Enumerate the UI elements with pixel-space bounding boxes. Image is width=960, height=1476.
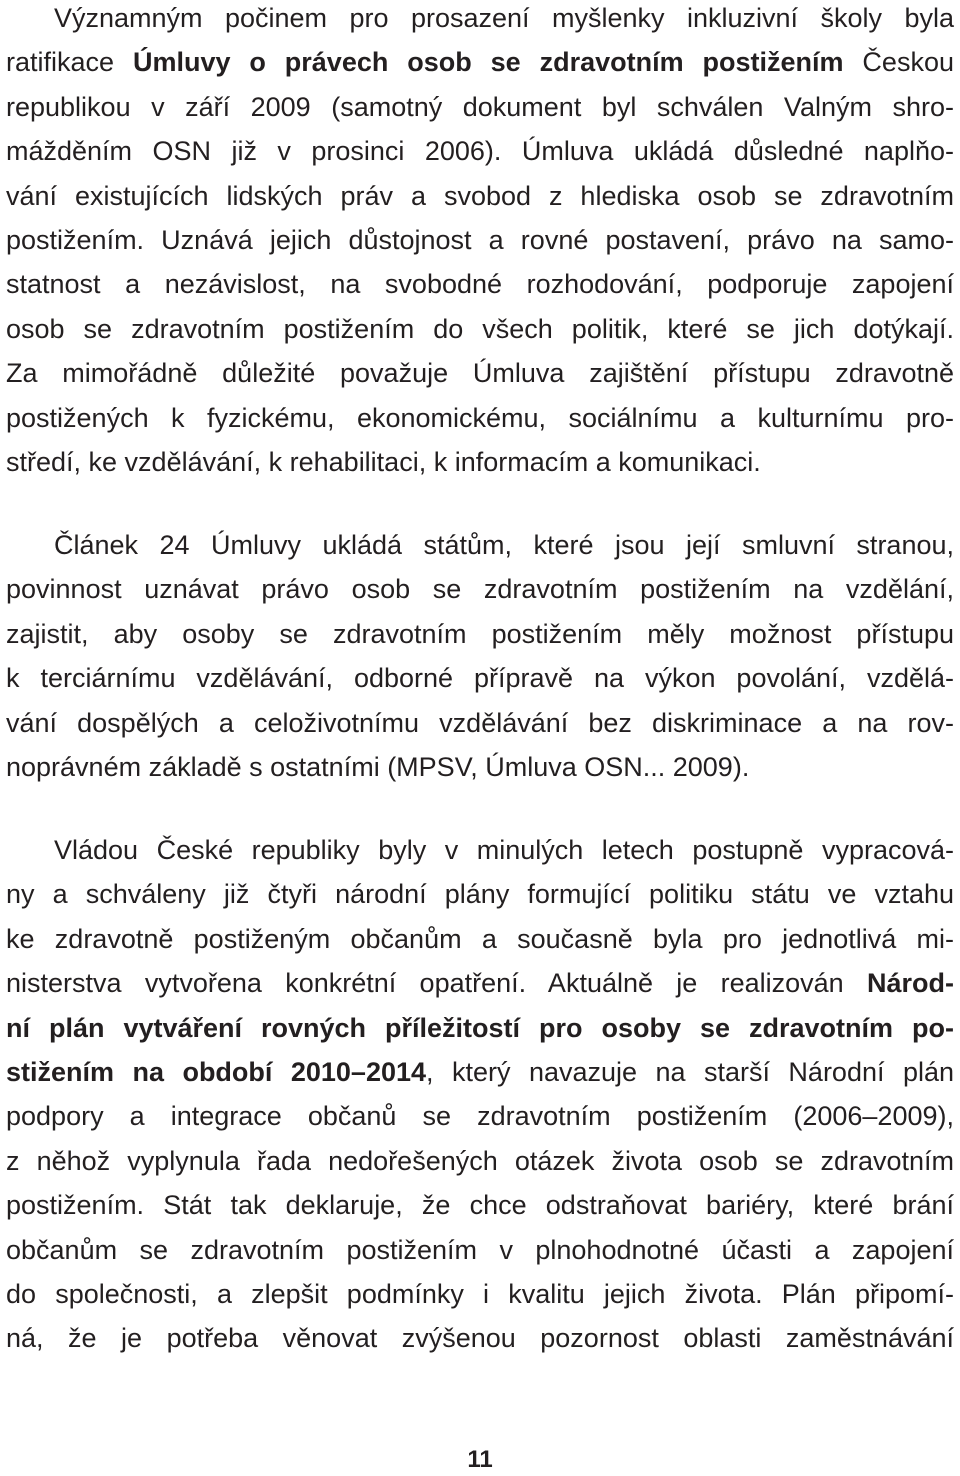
text-line: postižených k fyzickému, ekonomickému, sociálnímu a kulturnímu pro-: [6, 402, 954, 433]
text-line: ná, že je potřeba věnovat zvýšenou pozornost oblasti zaměstnávání: [6, 1323, 954, 1354]
text-line: podpory a integrace občanů se zdravotním postižením (2006–2009),: [6, 1101, 954, 1132]
text-line: postižením. Stát tak deklaruje, že chce odstraňovat bariéry, které brání: [6, 1190, 954, 1221]
text-line: z něhož vyplynula řada nedořešených otázek života osob se zdravotním: [6, 1145, 954, 1176]
text-line: středí, ke vzdělávání, k rehabilitaci, k informacím a komunikaci.: [6, 447, 761, 478]
paragraph-national-plans: [6, 828, 954, 1361]
national-plan-title-bold: stižením na období 2010–2014: [6, 1057, 427, 1088]
text-line: Článek 24 Úmluvy ukládá státům, které jsou její smluvní stranou,: [54, 530, 954, 560]
text-line: stižením na období 2010–2014, který navazuje na starší Národní plán: [6, 1057, 954, 1088]
text-line: ny a schváleny již čtyři národní plány formující politiku státu ve vztahu: [6, 879, 954, 910]
text-line: do společnosti, a zlepšit podmínky i kvalitu jejich života. Plán připomí-: [6, 1279, 954, 1310]
text-line: ke zdravotně postiženým občanům a současně byla pro jednotlivá mi-: [6, 923, 954, 954]
text-line: k terciárnímu vzdělávání, odborné přípravě na výkon povolání, vzdělá-: [6, 663, 954, 694]
text-line: povinnost uznávat právo osob se zdravotním postižením na vzdělání,: [6, 574, 954, 605]
text-line: postižením. Uznává jejich důstojnost a rovné postavení, právo na samo-: [6, 225, 954, 256]
text-line: Vládou České republiky byly v minulých letech postupně vypracová-: [54, 835, 954, 865]
convention-title-bold: Úmluvy o právech osob se zdravotním postižením: [132, 47, 844, 78]
text-line: [6, 1006, 954, 1050]
text-line: ratifikace Úmluvy o právech osob se zdravotním postižením Českou: [6, 47, 954, 78]
text-line: osob se zdravotním postižením do všech politik, které se jich dotýkají.: [6, 313, 954, 344]
text-line: mážděním OSN již v prosinci 2006). Úmluva ukládá důsledné naplňo-: [6, 136, 954, 167]
text-line: vání dospělých a celoživotnímu vzdělávání bez diskriminace a na rov-: [6, 707, 954, 738]
text-line: Významným počinem pro prosazení myšlenky inkluzivní školy byla: [54, 3, 954, 33]
text-line: Za mimořádně důležité považuje Úmluva zajištění přístupu zdravotně: [6, 358, 954, 389]
text-line: noprávném základě s ostatními (MPSV, Úmluva OSN... 2009).: [6, 752, 750, 783]
paragraph-inclusive-school: [6, 0, 954, 484]
text-line: nisterstva vytvořena konkrétní opatření. Aktuálně je realizován Národ-: [6, 968, 954, 999]
text-line: republikou v září 2009 (samotný dokument byl schválen Valným shro-: [6, 91, 954, 122]
national-plan-title-bold: Národ-: [867, 968, 954, 999]
paragraph-article-24: [6, 523, 954, 789]
text-line: statnost a nezávislost, na svobodné rozhodování, podporuje zapojení: [6, 269, 954, 300]
text-line: vání existujících lidských práv a svobod z hlediska osob se zdravotním: [6, 180, 954, 211]
national-plan-title-bold: ní plán vytváření rovných příležitostí pro osoby se zdravotním po-: [6, 1012, 954, 1043]
page-number: 11: [467, 1446, 493, 1473]
text-line: občanům se zdravotním postižením v plnohodnotné účasti a zapojení: [6, 1234, 954, 1265]
text-line: zajistit, aby osoby se zdravotním postižením měly možnost přístupu: [6, 618, 954, 649]
